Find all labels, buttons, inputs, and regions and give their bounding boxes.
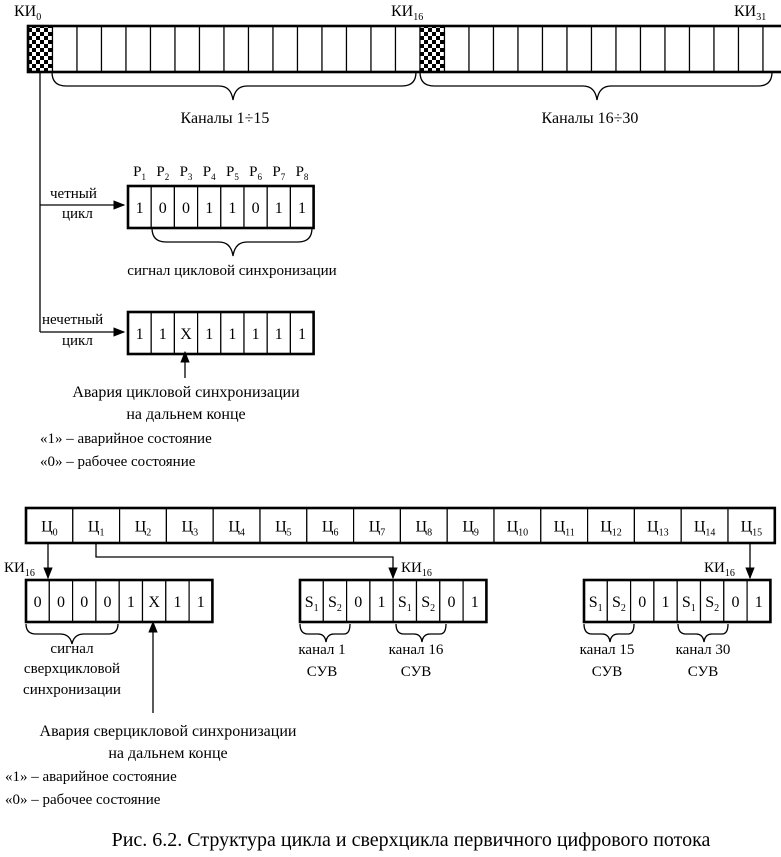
odd-bit-value-6: 1 bbox=[274, 326, 283, 343]
header-p1: $P_1$ bbox=[133, 164, 147, 182]
c0-timeslot16-bits bbox=[26, 580, 212, 622]
c1-connector bbox=[96, 543, 393, 578]
timeslot-13 bbox=[347, 26, 372, 72]
even-bit-value-0: 1 bbox=[135, 200, 144, 217]
label-multiframe-state-0: «0» – рабочее состояние bbox=[5, 792, 161, 808]
cycle-label-5: $Ц_5$ bbox=[275, 518, 292, 539]
c0-bit-value-5: X bbox=[148, 594, 160, 611]
timeslot-19 bbox=[494, 26, 519, 72]
odd-bit-value-1: 1 bbox=[158, 326, 167, 343]
timeslot-29 bbox=[739, 26, 764, 72]
odd-bit-value-7: 1 bbox=[298, 326, 306, 343]
label-multiframe-sync-3: синхронизации bbox=[23, 682, 121, 698]
c1-timeslot16-bits bbox=[300, 580, 486, 622]
c0-bit-value-6: 1 bbox=[173, 594, 182, 611]
label-cycle-alarm: Авария цикловой синхронизации bbox=[72, 384, 300, 401]
label-ki16: $КИ_{16}$ bbox=[391, 3, 424, 23]
c15-bit-value-3: 1 bbox=[661, 594, 670, 611]
multiframe-cycles bbox=[26, 508, 775, 543]
c0-bit-value-4: 1 bbox=[126, 594, 135, 611]
label-multiframe-sync-2: сверхцикловой bbox=[23, 661, 121, 677]
c15-bit-value-7: 1 bbox=[754, 594, 763, 611]
c0-bit-value-3: 0 bbox=[103, 594, 112, 611]
header-p4: $P_4$ bbox=[202, 164, 216, 182]
timeslot-10 bbox=[273, 26, 298, 72]
timeslot-14 bbox=[371, 26, 396, 72]
c0-bit-value-7: 1 bbox=[196, 594, 205, 611]
cycle-label-4: $Ц_4$ bbox=[228, 518, 245, 539]
timeslot-0 bbox=[28, 26, 53, 72]
brace-channel-16 bbox=[396, 624, 446, 642]
timeslot-4 bbox=[126, 26, 151, 72]
label-ki16-c0: $КИ_{16}$ bbox=[4, 560, 35, 579]
timeslot-25 bbox=[641, 26, 666, 72]
timeslot-28 bbox=[714, 26, 739, 72]
timeslot-1 bbox=[53, 26, 78, 72]
cycle-label-1: $Ц_1$ bbox=[87, 518, 105, 539]
odd-cycle-bits bbox=[128, 312, 314, 354]
brace-channels-16-30 bbox=[420, 72, 772, 100]
label-channels-16-30: Каналы 16÷30 bbox=[541, 110, 639, 127]
label-channels-1-15: Каналы 1÷15 bbox=[180, 110, 270, 127]
label-even-cycle: четный bbox=[50, 186, 97, 202]
c1-bit-value-5: $S_2$ bbox=[421, 594, 436, 614]
timeslot-17 bbox=[445, 26, 470, 72]
brace-channel-15 bbox=[584, 624, 634, 642]
label-cycle-state-1: «1» – аварийное состояние bbox=[40, 431, 212, 447]
timeslot-24 bbox=[616, 26, 641, 72]
even-bit-value-6: 1 bbox=[274, 200, 283, 217]
cycle-label-10: $Ц_{10}$ bbox=[506, 518, 529, 539]
c15-bit-value-5: $S_2$ bbox=[705, 594, 720, 614]
header-p6: $P_6$ bbox=[249, 164, 263, 182]
c1-bit-value-4: $S_1$ bbox=[397, 594, 412, 614]
timeslot-22 bbox=[567, 26, 592, 72]
header-p7: $P_7$ bbox=[272, 164, 286, 182]
label-multiframe-alarm-2: на дальнем конце bbox=[108, 745, 228, 762]
c15-bit-value-6: 0 bbox=[731, 594, 740, 611]
label-channel-1-suv: СУВ bbox=[306, 664, 338, 680]
brace-cycle-sync bbox=[152, 228, 312, 256]
c0-bit-value-2: 0 bbox=[80, 594, 89, 611]
even-bit-value-2: 0 bbox=[182, 200, 190, 217]
cycle-label-6: $Ц_6$ bbox=[321, 518, 339, 539]
timeslot-12 bbox=[322, 26, 347, 72]
header-p5: $P_5$ bbox=[225, 164, 239, 182]
timeslot-7 bbox=[200, 26, 225, 72]
timeslot-20 bbox=[518, 26, 543, 72]
even-bit-value-1: 0 bbox=[158, 200, 167, 217]
timeslot-11 bbox=[298, 26, 323, 72]
odd-bit-value-4: 1 bbox=[228, 326, 237, 343]
header-p8: $P_8$ bbox=[295, 164, 309, 182]
brace-channel-1 bbox=[300, 624, 350, 642]
even-bit-value-5: 0 bbox=[251, 200, 260, 217]
even-cycle-headers bbox=[133, 164, 309, 182]
label-channel-30: канал 30 bbox=[675, 642, 731, 658]
label-channel-16: канал 16 bbox=[388, 642, 444, 658]
timeslot-6 bbox=[175, 26, 200, 72]
label-multiframe-state-1: «1» – аварийное состояние bbox=[5, 769, 177, 785]
c15-bit-value-0: $S_1$ bbox=[588, 594, 603, 614]
cycle-label-14: $Ц_{14}$ bbox=[693, 518, 716, 539]
odd-bit-value-5: 1 bbox=[251, 326, 260, 343]
c0-bit-value-0: 0 bbox=[33, 594, 42, 611]
cycle-label-3: $Ц_3$ bbox=[181, 518, 199, 539]
timeslot-3 bbox=[102, 26, 127, 72]
cycle-label-12: $Ц_{12}$ bbox=[600, 518, 622, 539]
timeslot-23 bbox=[592, 26, 617, 72]
cycle-label-0: $Ц_0$ bbox=[41, 518, 58, 539]
figure-caption: Рис. 6.2. Структура цикла и сверхцикла первичного цифрового потока bbox=[111, 829, 711, 851]
label-cycle-alarm-2: на дальнем конце bbox=[126, 406, 246, 423]
label-channel-30-suv: СУВ bbox=[687, 664, 719, 680]
cycle-label-13: $Ц_{13}$ bbox=[647, 518, 669, 539]
label-ki31: $КИ_{31}$ bbox=[734, 3, 767, 23]
brace-channels-1-15 bbox=[52, 72, 416, 100]
label-channel-1: канал 1 bbox=[298, 642, 346, 658]
label-even-cycle-2: цикл bbox=[62, 206, 93, 222]
label-multiframe-sync-1: сигнал bbox=[50, 641, 94, 657]
label-channel-16-suv: СУВ bbox=[400, 664, 432, 680]
even-bit-value-4: 1 bbox=[228, 200, 237, 217]
timeslot-26 bbox=[665, 26, 690, 72]
odd-bit-value-0: 1 bbox=[135, 326, 144, 343]
timeslot-8 bbox=[224, 26, 249, 72]
timeslot-21 bbox=[543, 26, 568, 72]
even-bit-value-3: 1 bbox=[205, 200, 214, 217]
c0-bit-value-1: 0 bbox=[56, 594, 65, 611]
timeslot-16 bbox=[420, 26, 445, 72]
c1-bit-value-2: 0 bbox=[354, 594, 363, 611]
c15-bit-value-2: 0 bbox=[638, 594, 647, 611]
c1-bit-value-1: $S_2$ bbox=[327, 594, 342, 614]
label-odd-cycle-2: цикл bbox=[62, 333, 93, 349]
timeslot-15 bbox=[396, 26, 421, 72]
c1-bit-value-7: 1 bbox=[470, 594, 479, 611]
c15-timeslot16-bits bbox=[584, 580, 770, 622]
cycle-label-11: $Ц_{11}$ bbox=[553, 518, 575, 539]
cycle-label-7: $Ц_7$ bbox=[368, 518, 386, 539]
c1-bit-value-0: $S_1$ bbox=[304, 594, 319, 614]
label-channel-15: канал 15 bbox=[579, 642, 635, 658]
even-cycle-bits bbox=[128, 186, 314, 228]
odd-bit-value-2: X bbox=[180, 326, 192, 343]
timeslot-18 bbox=[469, 26, 494, 72]
cycle-label-8: $Ц_8$ bbox=[415, 518, 433, 539]
c1-bit-value-6: 0 bbox=[447, 594, 456, 611]
frame-timeslots bbox=[28, 26, 781, 72]
label-ki0: $КИ_0$ bbox=[14, 3, 42, 23]
cycle-label-9: $Ц_9$ bbox=[462, 518, 479, 539]
even-bit-value-7: 1 bbox=[298, 200, 306, 217]
brace-channel-30 bbox=[678, 624, 728, 642]
label-odd-cycle: нечетный bbox=[42, 312, 104, 328]
label-channel-15-suv: СУВ bbox=[591, 664, 623, 680]
timeslot-27 bbox=[690, 26, 715, 72]
label-ki16-c15: $КИ_{16}$ bbox=[704, 560, 735, 579]
label-cycle-sync-signal: сигнал цикловой синхронизации bbox=[127, 263, 337, 279]
header-p3: $P_3$ bbox=[179, 164, 193, 182]
timeslot-5 bbox=[151, 26, 176, 72]
label-multiframe-alarm: Авария сверцикловой синхронизации bbox=[39, 723, 297, 740]
c1-bit-value-3: 1 bbox=[377, 594, 386, 611]
header-p2: $P_2$ bbox=[156, 164, 170, 182]
odd-bit-value-3: 1 bbox=[205, 326, 214, 343]
label-ki16-c1: $КИ_{16}$ bbox=[401, 560, 432, 579]
c15-bit-value-1: $S_2$ bbox=[611, 594, 626, 614]
cycle-label-15: $Ц_{15}$ bbox=[740, 518, 763, 539]
cycle-label-2: $Ц_2$ bbox=[134, 518, 152, 539]
timeslot-9 bbox=[249, 26, 274, 72]
label-cycle-state-0: «0» – рабочее состояние bbox=[40, 454, 196, 470]
timeslot-2 bbox=[77, 26, 102, 72]
c15-bit-value-4: $S_1$ bbox=[681, 594, 696, 614]
timeslot-30 bbox=[763, 26, 781, 72]
